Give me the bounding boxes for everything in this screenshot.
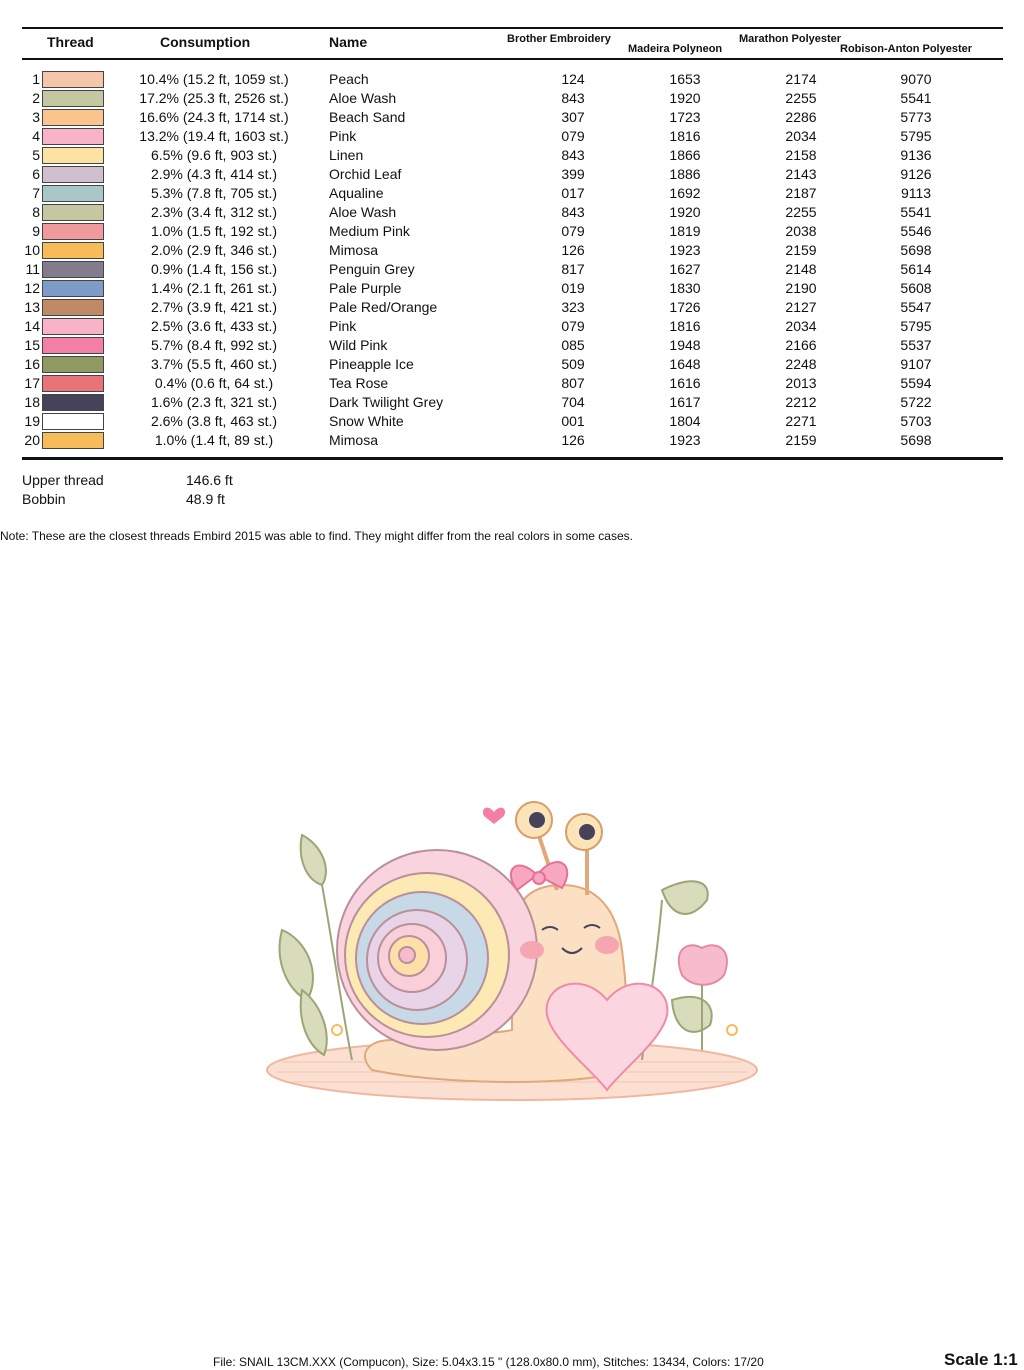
marathon-code-cell: 2271 xyxy=(785,413,817,429)
table-row xyxy=(0,355,1024,374)
brother-code-cell: 017 xyxy=(561,185,585,201)
thread-name-cell: Linen xyxy=(329,147,364,163)
consumption-cell: 10.4% (15.2 ft, 1059 st.) xyxy=(139,71,289,87)
color-swatch xyxy=(42,90,104,107)
color-swatch xyxy=(42,223,104,240)
table-row xyxy=(0,165,1024,184)
upper-thread-label: Upper thread xyxy=(22,472,104,488)
table-row xyxy=(0,108,1024,127)
consumption-cell: 2.3% (3.4 ft, 312 st.) xyxy=(150,204,278,220)
table-row xyxy=(0,146,1024,165)
thread-number: 8 xyxy=(32,204,40,220)
robison-code-cell: 5795 xyxy=(900,128,932,144)
color-swatch xyxy=(42,109,104,126)
color-swatch xyxy=(42,356,104,373)
upper-thread-value: 146.6 ft xyxy=(186,472,233,488)
header-consumption: Consumption xyxy=(160,34,251,50)
table-row xyxy=(0,127,1024,146)
marathon-code-cell: 2190 xyxy=(785,280,817,296)
madeira-code-cell: 1866 xyxy=(669,147,701,163)
consumption-cell: 0.4% (0.6 ft, 64 st.) xyxy=(154,375,274,391)
thread-name-cell: Wild Pink xyxy=(329,337,388,353)
small-heart-icon xyxy=(483,808,505,824)
brother-code-cell: 807 xyxy=(561,375,585,391)
brother-code-cell: 079 xyxy=(561,223,585,239)
table-row xyxy=(0,203,1024,222)
madeira-code-cell: 1886 xyxy=(669,166,701,182)
header-robison: Robison-Anton Polyester xyxy=(840,43,973,55)
marathon-code-cell: 2187 xyxy=(785,185,817,201)
brother-code-cell: 079 xyxy=(561,128,585,144)
thread-number: 1 xyxy=(32,71,40,87)
thread-name-cell: Peach xyxy=(329,71,369,87)
robison-code-cell: 5722 xyxy=(900,394,932,410)
madeira-code-cell: 1920 xyxy=(669,204,701,220)
madeira-code-cell: 1920 xyxy=(669,90,701,106)
thread-number: 16 xyxy=(24,356,40,372)
robison-code-cell: 5773 xyxy=(900,109,932,125)
robison-code-cell: 9070 xyxy=(900,71,932,87)
consumption-cell: 5.7% (8.4 ft, 992 st.) xyxy=(150,337,278,353)
table-row xyxy=(0,279,1024,298)
brother-code-cell: 124 xyxy=(561,71,585,87)
thread-name-cell: Mimosa xyxy=(329,242,379,258)
consumption-cell: 5.3% (7.8 ft, 705 st.) xyxy=(150,185,278,201)
marathon-code-cell: 2034 xyxy=(785,318,817,334)
thread-number: 20 xyxy=(24,432,40,448)
thread-number: 10 xyxy=(24,242,40,258)
robison-code-cell: 5698 xyxy=(900,242,932,258)
color-swatch xyxy=(42,432,104,449)
table-top-rule xyxy=(22,27,1003,29)
thread-name-cell: Pink xyxy=(329,128,357,144)
madeira-code-cell: 1726 xyxy=(669,299,701,315)
thread-name-cell: Medium Pink xyxy=(329,223,410,239)
robison-code-cell: 5541 xyxy=(900,204,932,220)
thread-number: 9 xyxy=(32,223,40,239)
table-row xyxy=(0,222,1024,241)
thread-number: 2 xyxy=(32,90,40,106)
bobbin-label: Bobbin xyxy=(22,491,66,507)
thread-name-cell: Mimosa xyxy=(329,432,379,448)
color-swatch xyxy=(42,204,104,221)
thread-name-cell: Pink xyxy=(329,318,357,334)
madeira-code-cell: 1923 xyxy=(669,242,701,258)
table-row xyxy=(0,374,1024,393)
brother-code-cell: 126 xyxy=(561,242,585,258)
table-row xyxy=(0,336,1024,355)
table-row xyxy=(0,184,1024,203)
robison-code-cell: 5537 xyxy=(900,337,932,353)
madeira-code-cell: 1648 xyxy=(669,356,701,372)
consumption-cell: 1.0% (1.5 ft, 192 st.) xyxy=(150,223,278,239)
brother-code-cell: 079 xyxy=(561,318,585,334)
color-swatch xyxy=(42,280,104,297)
marathon-code-cell: 2143 xyxy=(785,166,817,182)
consumption-cell: 2.5% (3.6 ft, 433 st.) xyxy=(150,318,278,334)
thread-name-cell: Beach Sand xyxy=(329,109,406,125)
brother-code-cell: 509 xyxy=(561,356,585,372)
madeira-code-cell: 1617 xyxy=(669,394,701,410)
marathon-code-cell: 2148 xyxy=(785,261,817,277)
brother-code-cell: 704 xyxy=(561,394,585,410)
color-swatch xyxy=(42,71,104,88)
marathon-code-cell: 2038 xyxy=(785,223,817,239)
thread-name-cell: Aqualine xyxy=(329,185,384,201)
marathon-code-cell: 2158 xyxy=(785,147,817,163)
madeira-code-cell: 1804 xyxy=(669,413,701,429)
madeira-code-cell: 1948 xyxy=(669,337,701,353)
thread-name-cell: Tea Rose xyxy=(329,375,389,391)
header-marathon: Marathon Polyester xyxy=(739,33,842,45)
file-info-footer: File: SNAIL 13CM.XXX (Compucon), Size: 5.04x3.15 " (128.0x80.0 mm), Stitches: 13434, Colors: 17/20 xyxy=(213,1355,764,1369)
table-row xyxy=(0,89,1024,108)
thread-number: 15 xyxy=(24,337,40,353)
table-row xyxy=(0,431,1024,450)
thread-number: 18 xyxy=(24,394,40,410)
marathon-code-cell: 2255 xyxy=(785,90,817,106)
brother-code-cell: 085 xyxy=(561,337,585,353)
madeira-code-cell: 1816 xyxy=(669,128,701,144)
color-swatch xyxy=(42,261,104,278)
note-text: Note: These are the closest threads Embird 2015 was able to find. They might differ from the real colors in some cases. xyxy=(0,529,633,543)
table-row xyxy=(0,70,1024,89)
header-madeira: Madeira Polyneon xyxy=(628,43,723,55)
thread-name-cell: Orchid Leaf xyxy=(329,166,402,182)
marathon-code-cell: 2166 xyxy=(785,337,817,353)
consumption-cell: 0.9% (1.4 ft, 156 st.) xyxy=(150,261,278,277)
table-row xyxy=(0,412,1024,431)
thread-number: 19 xyxy=(24,413,40,429)
header-brother: Brother Embroidery xyxy=(507,33,611,45)
table-row xyxy=(0,260,1024,279)
snail-embroidery-design xyxy=(262,790,762,1110)
consumption-cell: 1.4% (2.1 ft, 261 st.) xyxy=(150,280,278,296)
marathon-code-cell: 2159 xyxy=(785,432,817,448)
thread-name-cell: Aloe Wash xyxy=(329,204,397,220)
madeira-code-cell: 1819 xyxy=(669,223,701,239)
consumption-cell: 6.5% (9.6 ft, 903 st.) xyxy=(150,147,278,163)
thread-number: 12 xyxy=(24,280,40,296)
brother-code-cell: 817 xyxy=(561,261,585,277)
madeira-code-cell: 1616 xyxy=(669,375,701,391)
thread-name-cell: Pale Purple xyxy=(329,280,402,296)
consumption-cell: 2.6% (3.8 ft, 463 st.) xyxy=(150,413,278,429)
table-bottom-rule xyxy=(22,457,1003,460)
consumption-cell: 13.2% (19.4 ft, 1603 st.) xyxy=(139,128,289,144)
bobbin-value: 48.9 ft xyxy=(186,491,225,507)
snail-shell xyxy=(337,850,537,1050)
madeira-code-cell: 1723 xyxy=(669,109,701,125)
marathon-code-cell: 2127 xyxy=(785,299,817,315)
consumption-cell: 2.7% (3.9 ft, 421 st.) xyxy=(150,299,278,315)
header-name: Name xyxy=(329,34,368,50)
color-swatch xyxy=(42,318,104,335)
table-row xyxy=(0,317,1024,336)
table-header-rule xyxy=(22,58,1003,60)
color-swatch xyxy=(42,299,104,316)
consumption-cell: 2.9% (4.3 ft, 414 st.) xyxy=(150,166,278,182)
robison-code-cell: 5546 xyxy=(900,223,932,239)
robison-code-cell: 5795 xyxy=(900,318,932,334)
madeira-code-cell: 1923 xyxy=(669,432,701,448)
madeira-code-cell: 1816 xyxy=(669,318,701,334)
daisy-icon xyxy=(332,1025,342,1035)
consumption-cell: 3.7% (5.5 ft, 460 st.) xyxy=(150,356,278,372)
madeira-code-cell: 1627 xyxy=(669,261,701,277)
pink-bow xyxy=(511,862,567,890)
brother-code-cell: 126 xyxy=(561,432,585,448)
consumption-cell: 1.0% (1.4 ft, 89 st.) xyxy=(154,432,274,448)
marathon-code-cell: 2212 xyxy=(785,394,817,410)
robison-code-cell: 5698 xyxy=(900,432,932,448)
thread-number: 17 xyxy=(24,375,40,391)
thread-number: 11 xyxy=(25,261,40,277)
consumption-cell: 2.0% (2.9 ft, 346 st.) xyxy=(150,242,278,258)
scale-label: Scale 1:1 xyxy=(944,1350,1018,1369)
brother-code-cell: 843 xyxy=(561,204,585,220)
brother-code-cell: 399 xyxy=(561,166,585,182)
thread-name-cell: Pineapple Ice xyxy=(329,356,414,372)
robison-code-cell: 5614 xyxy=(900,261,932,277)
brother-code-cell: 019 xyxy=(561,280,585,296)
table-row xyxy=(0,241,1024,260)
thread-number: 14 xyxy=(24,318,40,334)
marathon-code-cell: 2286 xyxy=(785,109,817,125)
table-row xyxy=(0,393,1024,412)
thread-number: 3 xyxy=(32,109,40,125)
robison-code-cell: 5703 xyxy=(900,413,932,429)
robison-code-cell: 9136 xyxy=(900,147,932,163)
madeira-code-cell: 1653 xyxy=(669,71,701,87)
marathon-code-cell: 2013 xyxy=(785,375,817,391)
thread-number: 4 xyxy=(32,128,40,144)
robison-code-cell: 5547 xyxy=(900,299,932,315)
marathon-code-cell: 2174 xyxy=(785,71,817,87)
color-swatch xyxy=(42,166,104,183)
thread-name-cell: Penguin Grey xyxy=(329,261,415,277)
robison-code-cell: 9107 xyxy=(900,356,932,372)
robison-code-cell: 5541 xyxy=(900,90,932,106)
color-swatch xyxy=(42,375,104,392)
color-swatch xyxy=(42,147,104,164)
thread-number: 5 xyxy=(32,147,40,163)
robison-code-cell: 5608 xyxy=(900,280,932,296)
color-swatch xyxy=(42,337,104,354)
thread-number: 13 xyxy=(24,299,40,315)
consumption-cell: 1.6% (2.3 ft, 321 st.) xyxy=(150,394,278,410)
robison-code-cell: 5594 xyxy=(900,375,932,391)
marathon-code-cell: 2159 xyxy=(785,242,817,258)
consumption-cell: 16.6% (24.3 ft, 1714 st.) xyxy=(139,109,289,125)
brother-code-cell: 843 xyxy=(561,90,585,106)
daisy-icon xyxy=(727,1025,737,1035)
table-row xyxy=(0,298,1024,317)
brother-code-cell: 001 xyxy=(561,413,585,429)
robison-code-cell: 9113 xyxy=(900,185,932,201)
color-swatch xyxy=(42,128,104,145)
madeira-code-cell: 1692 xyxy=(669,185,701,201)
color-swatch xyxy=(42,413,104,430)
color-swatch xyxy=(42,185,104,202)
color-swatch xyxy=(42,394,104,411)
thread-name-cell: Pale Red/Orange xyxy=(329,299,438,315)
brother-code-cell: 843 xyxy=(561,147,585,163)
marathon-code-cell: 2034 xyxy=(785,128,817,144)
consumption-cell: 17.2% (25.3 ft, 2526 st.) xyxy=(139,90,289,106)
thread-name-cell: Aloe Wash xyxy=(329,90,397,106)
robison-code-cell: 9126 xyxy=(900,166,932,182)
marathon-code-cell: 2255 xyxy=(785,204,817,220)
thread-name-cell: Dark Twilight Grey xyxy=(329,394,444,410)
header-thread: Thread xyxy=(47,34,94,50)
thread-number: 7 xyxy=(32,185,40,201)
brother-code-cell: 307 xyxy=(561,109,585,125)
madeira-code-cell: 1830 xyxy=(669,280,701,296)
marathon-code-cell: 2248 xyxy=(785,356,817,372)
thread-number: 6 xyxy=(32,166,40,182)
color-swatch xyxy=(42,242,104,259)
brother-code-cell: 323 xyxy=(561,299,585,315)
thread-name-cell: Snow White xyxy=(329,413,404,429)
